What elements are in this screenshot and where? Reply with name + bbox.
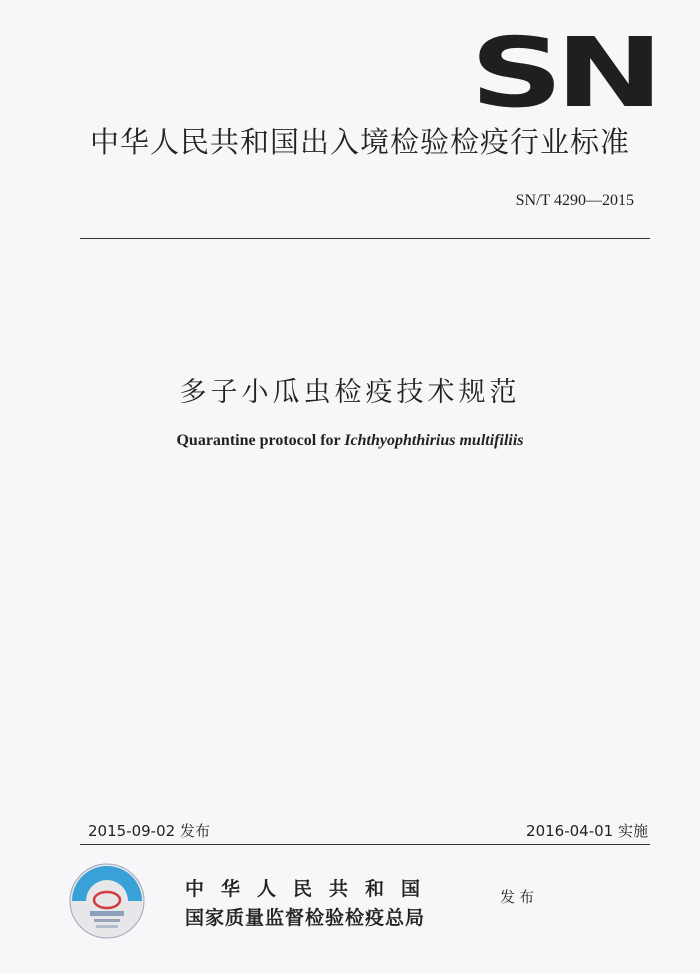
- document-title-cn: 多子小瓜虫检疫技术规范: [179, 377, 521, 408]
- implementation-date: 2016-04-01 实施: [526, 822, 648, 840]
- publisher-line-1: 中华人民共和国: [185, 878, 438, 900]
- sn-logo: SN: [470, 17, 656, 129]
- publisher-line-2: 国家质量监督检验检疫总局: [185, 907, 426, 929]
- document-title-en: [0, 432, 700, 450]
- publisher-suffix: 发布: [500, 888, 539, 906]
- top-divider: [80, 238, 650, 239]
- title-en-species: Ichthyophthirius multifiliis: [344, 432, 524, 449]
- publisher-block: [185, 874, 437, 930]
- bottom-divider: [80, 844, 650, 845]
- standard-category-title: 中华人民共和国出入境检验检疫行业标准: [89, 125, 630, 159]
- standard-code: SN/T 4290—2015: [515, 192, 634, 209]
- issue-date: 2015-09-02 发布: [88, 822, 210, 840]
- anti-counterfeit-seal-icon: [68, 862, 146, 940]
- title-en-prefix: Quarantine protocol for: [176, 432, 345, 449]
